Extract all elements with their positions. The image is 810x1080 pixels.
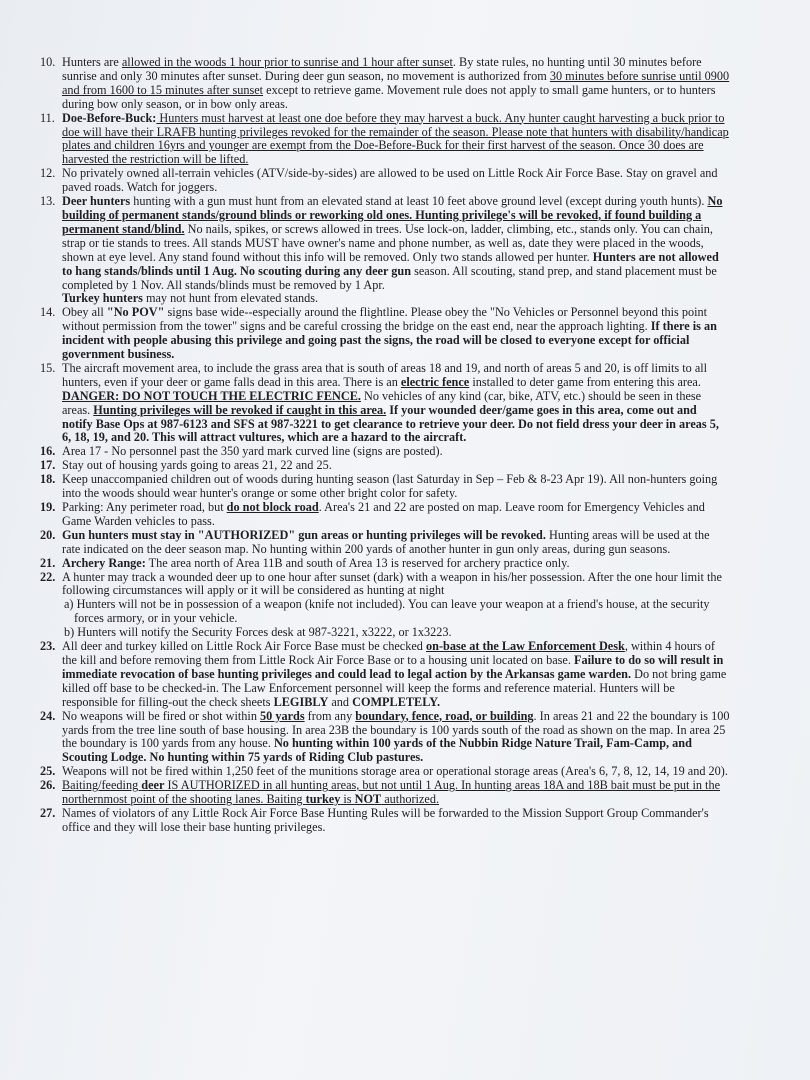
rule-number: 21. (40, 555, 56, 570)
rule-text-segment: If your wounded deer/game goes in this area, come out and notify Base Ops at 987-6123 and SFS at 987-3221 to get clearance to retrieve your deer. Do not field dress your deer in areas 5, 6, 18, 19, and 20. This will attract vultures, which are a hazard to the aircraft. (62, 402, 719, 445)
rule-text-segment: authorized. (381, 792, 440, 807)
rule-text (62, 473, 730, 501)
rule-text-segment: boundary, fence, road, or building (355, 708, 534, 723)
rule-number: 17. (40, 458, 56, 473)
rule-number: 19. (40, 500, 56, 514)
rule-text-segment: Hunters must harvest at least one doe before they may harvest a buck. Any hunter caught harvesting a buck prior to doe will have their LRAFB hunting privileges revoked for the remainder of the season. Please note that hunters with disability/handicap plates and children 16yrs and younger are exempt from the Doe-Before-Buck for their first harvest of the season. Once 30 does are harvested the restriction will be lifted. (62, 110, 729, 167)
rule-text-segment: 50 yards (260, 708, 305, 723)
rule-text-segment: Hunters are (62, 55, 122, 69)
rule-text-segment: , within 4 hours of the kill and before removing them from Little Rock Air Force Base or to a housing unit located on base. (62, 639, 715, 667)
rule-item (40, 112, 730, 168)
rule-text-segment: "No POV" (106, 305, 165, 320)
rule-text-segment: Gun hunters must stay in "AUTHORIZED" gun areas or hunting privileges will be revoked. (62, 527, 546, 542)
rule-text (62, 710, 730, 766)
rule-text-segment: Baiting/feeding (62, 778, 142, 793)
rule-text-segment: is (340, 792, 355, 807)
rule-text-segment: Keep unaccompanied children out of woods during hunting season (last Saturday in Sep – Feb & 8-23 Apr 19). All non-hunters going into the woods should wear hunter's orange or some other bright color for safety. (62, 472, 718, 501)
rule-text (62, 459, 730, 473)
rule-item (40, 765, 730, 779)
rule-text (62, 362, 730, 445)
rule-text-segment: IS AUTHORIZED in all hunting areas, but not until 1 Aug. In hunting areas 18A and 18B bait must be put in the northernmost point of the shooting lanes. Baiting (62, 778, 721, 807)
rule-text-segment: No nails, spikes, or screws allowed in trees. Use lock-on, ladder, climbing, etc., stands only. You can chain, strap or tie stands to trees. All stands MUST have owner's name and phone number, as well as, date they were placed in the woods, shown at eye level. Any stand found without this info will be removed. Only two stands allowed per hunter. (62, 221, 713, 264)
rule-item (40, 459, 730, 473)
rule-number: 18. (40, 472, 56, 487)
rule-number: 24. (40, 708, 56, 723)
rule-subitem: b) Hunters will notify the Security Forces desk at 987-3221, x3222, or 1x3223. (64, 625, 452, 640)
rule-item (40, 640, 730, 710)
rule-text-segment: may not hunt from elevated stands. (142, 291, 319, 306)
rule-text (62, 529, 730, 557)
rule-number: 23. (40, 639, 56, 654)
rule-text-segment: Deer hunters (62, 194, 131, 209)
rule-text (62, 807, 730, 835)
rule-text (62, 557, 730, 571)
rule-text (62, 112, 730, 168)
rule-text-segment: . By state rules, no hunting until 30 minutes before sunrise and only 30 minutes after sunset. During deer gun season, no movement is authorized from (62, 55, 702, 83)
rule-text-segment: Hunting privileges will be revoked if caught in this area. (93, 402, 387, 417)
rule-number: 20. (40, 527, 56, 542)
rule-text-segment: from any (304, 708, 356, 723)
rule-subitem: a) Hunters will not be in possession of a weapon (knife not included). You can leave your weapon at a friend's house, at the security forces armory, or in your vehicle. (64, 597, 710, 626)
rule-text (62, 765, 730, 779)
rule-text-segment: No weapons will be fired or shot within (62, 708, 261, 723)
rule-text-segment: Failure to do so will result in immediate revocation of base hunting privileges and could lead to legal action by the Arkansas game warden. (62, 652, 724, 681)
rule-text-segment: signs base wide--especially around the flightline. Please obey the "No Vehicles or Personnel beyond this point without permission from the tower" signs and be careful crossing the bridge on the east end, near the approach lighting. (62, 305, 708, 334)
rule-item (40, 473, 730, 501)
rule-text-segment: Turkey hunters (62, 291, 143, 306)
rule-text-segment: COMPLETELY. (352, 694, 441, 709)
rule-text-segment: All deer and turkey killed on Little Rock Air Force Base must be checked (62, 639, 426, 654)
rule-text-segment: DANGER: DO NOT TOUCH THE ELECTRIC FENCE. (62, 388, 361, 403)
rule-number: 27. (40, 805, 56, 820)
rule-item (40, 710, 730, 766)
rule-number: 12. (40, 166, 56, 181)
rule-text-segment: Hunting areas will be used at the rate indicated on the deer season map. No hunting within 200 yards of another hunter in gun only areas, during gun seasons. (62, 527, 710, 556)
rule-text (62, 445, 730, 459)
rule-text-segment: The aircraft movement area, to include the grass area that is south of areas 18 and 19, and north of areas 5 and 20, is off limits to all hunters, even if your deer or game falls dead in this area. There is an (62, 360, 708, 389)
rule-text (62, 195, 730, 306)
rule-text-segment: . Area's 21 and 22 are posted on map. Leave room for Emergency Vehicles and Game Warden vehicles to pass. (62, 500, 705, 528)
rule-text-segment: and (328, 694, 353, 709)
rule-text-segment: No building of permanent stands/ground blinds or reworking old ones. Hunting privilege's will be revoked, if found building a permanent stand/blind. (62, 194, 723, 236)
rule-text-segment: Names of violators of any Little Rock Air Force Base Hunting Rules will be forwarded to the Mission Support Group Commander's office and they will lose their base hunting privileges. (62, 805, 709, 834)
rule-text-segment: Parking: Any perimeter road, but (62, 500, 227, 514)
rule-number: 10. (40, 55, 56, 69)
rule-text-segment: The area north of Area 11B and south of Area 13 is reserved for archery practice only. (145, 555, 570, 570)
rule-text (62, 306, 730, 362)
rule-text-segment: season. All scouting, stand prep, and stand placement must be completed by 1 Nov. All stands/blinds must be removed by 1 Apr. (62, 263, 717, 292)
rule-text (62, 640, 730, 710)
rule-item (40, 779, 730, 807)
rule-text-segment: If there is an incident with people abusing this privilege and going past the signs, the road will be closed to everyone except for official government business. (62, 319, 717, 362)
rule-item (40, 501, 730, 529)
rule-item (40, 362, 730, 445)
rule-item (40, 807, 730, 835)
rule-item (40, 195, 730, 306)
rule-text-segment: Weapons will not be fired within 1,250 feet of the munitions storage area or operational storage areas (Area's 6, 7, 8, 12, 14, 19 and 20). (62, 764, 728, 779)
rule-text-segment: installed to deter game from entering this area. (469, 374, 701, 389)
rule-number: 16. (40, 444, 56, 459)
rule-text-segment: Do not bring game killed off base to be checked-in. The Law Enforcement personnel will keep the forms and reference material. Hunters will be responsible for filling-out the check sheets (62, 666, 727, 709)
rule-number: 15. (40, 360, 56, 375)
rule-text (62, 56, 730, 112)
rule-text-segment: except to retrieve game. Movement rule does not apply to small game hunters, or to hunters during bow only season, or in bow only areas. (62, 82, 716, 111)
rule-text-segment: on-base at the Law Enforcement Desk (426, 639, 625, 654)
rule-text-segment: electric fence (400, 374, 470, 389)
rule-text-segment: Stay out of housing yards going to areas 21, 22 and 25. (62, 458, 332, 473)
rule-text-segment: deer (141, 778, 165, 793)
rule-text-segment: Archery Range: (62, 555, 146, 570)
rule-item (40, 529, 730, 557)
rule-item (40, 167, 730, 195)
rule-text-segment: allowed in the woods 1 hour prior to sunrise and 1 hour after sunset (121, 55, 453, 69)
rule-text-segment: No vehicles of any kind (car, bike, ATV, etc.) should be seen in these areas. (62, 388, 702, 417)
rule-text (62, 779, 730, 807)
rule-text-segment: Hunters are not allowed to hang stands/blinds until 1 Aug. No scouting during any deer gun (62, 249, 719, 278)
rule-text-segment: No privately owned all-terrain vehicles (ATV/side-by-sides) are allowed to be used on Little Rock Air Force Base. Stay on gravel and paved roads. Watch for joggers. (62, 166, 718, 195)
rule-text-segment: No hunting within 100 yards of the Nubbin Ridge Nature Trail, Fam-Camp, and Scouting Lodge. No hunting within 75 yards of Riding Club pastures. (62, 736, 692, 765)
rule-item (40, 445, 730, 459)
rule-number: 13. (40, 194, 56, 209)
rule-text-segment: . In areas 21 and 22 the boundary is 100 yards from the tree line south of base housing. In area 23B the boundary is 100 yards south of the road as shown on the map. In area 25 the boundary is 100 yards from any house. (62, 708, 730, 751)
rule-number: 25. (40, 764, 56, 779)
rule-number: 22. (40, 569, 56, 584)
rule-text-segment: Doe-Before-Buck: (62, 110, 157, 125)
rule-text-segment: Obey all (62, 305, 107, 320)
rule-text (62, 571, 730, 599)
rule-text-segment: 30 minutes before sunrise until 0900 and from 1600 to 15 minutes after sunset (62, 68, 730, 97)
rule-text (62, 501, 730, 529)
rule-item (40, 557, 730, 571)
hunting-rules-list (40, 56, 730, 835)
rule-item (40, 571, 730, 641)
rule-number: 14. (40, 305, 56, 320)
rule-item (40, 306, 730, 362)
rule-text (62, 167, 730, 195)
rule-text-segment: hunting with a gun must hunt from an elevated stand at least 10 feet above ground level (except during youth hunts). (130, 194, 708, 209)
rule-text-segment: NOT (354, 792, 382, 807)
rule-text-segment: Area 17 - No personnel past the 350 yard mark curved line (signs are posted). (62, 444, 443, 459)
rule-text-segment: LEGIBLY (273, 694, 329, 709)
rule-text-segment: A hunter may track a wounded deer up to one hour after sunset (dark) with a weapon in his/her possession. After the one hour limit the following circumstances will apply or it will be considered as hunting at night (62, 569, 722, 598)
rule-number: 26. (40, 778, 56, 793)
rule-text-segment: turkey (305, 792, 341, 807)
rule-item (40, 56, 730, 112)
rule-text-segment: do not block road (226, 500, 319, 514)
rule-number: 11. (40, 110, 55, 125)
